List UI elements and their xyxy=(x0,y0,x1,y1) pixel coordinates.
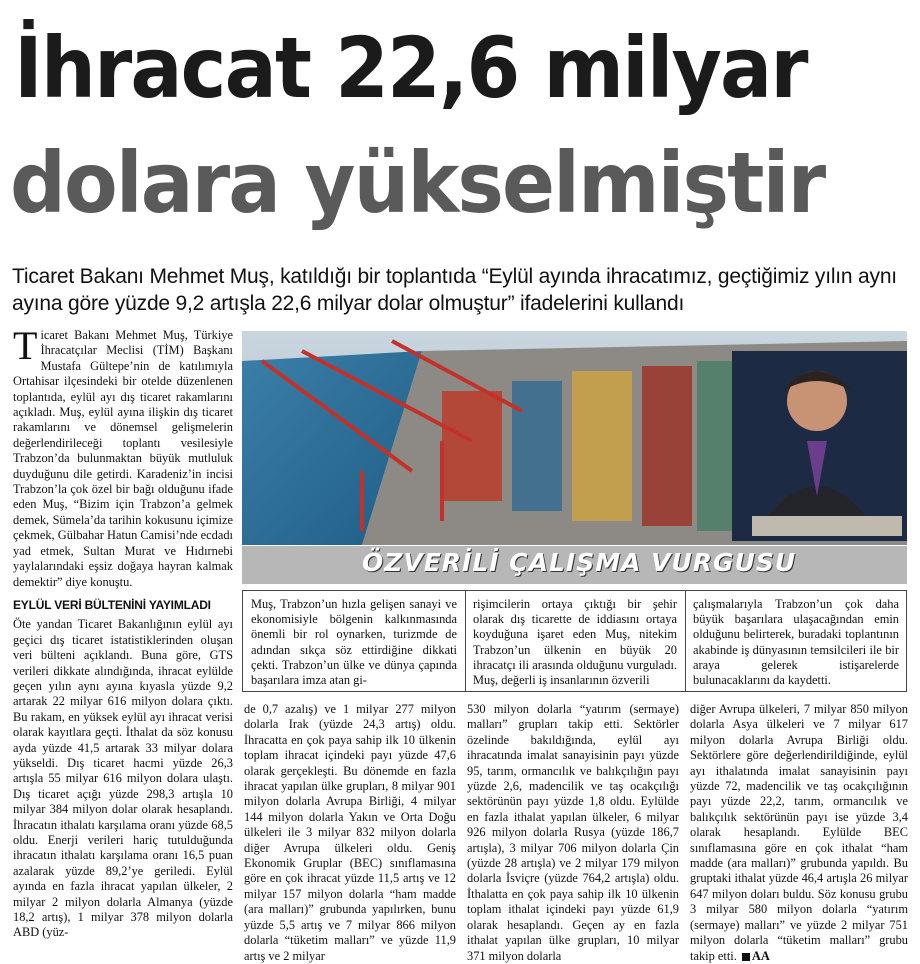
banner-title: ÖZVERİLİ ÇALIŞMA VURGUSU xyxy=(362,548,797,577)
panel-divider xyxy=(465,591,466,691)
headline-line-2: dolara yükselmiştir xyxy=(10,134,825,232)
column-4-text: diğer Avrupa ülkeleri, 7 milyar 850 milyon dolarla Asya ülkeleri ve 7 milyar 617 milyon dolarla Avrupa Birliği oldu. Sektörlere göre değerlendirildiğinde, eylül ayı ithalatında imalat sanayisinin payı yüzde 72, madencilik ve taş ocakçılığının payı yüzde 22,2, tarım, ormancılık ve balıkçılık sektörünün payı ise yüzde 3,4 olarak hesaplandı. Eylülde BEC sınıflamasına göre en çok ithalat “ham madde (ara malları)” grubunda yapıldı. Bu gruptaki ithalat yüzde 46,4 artışla 26 milyar 647 milyon doları buldu. Söz konusu grubu 3 milyar 580 milyon dolarla “yatırım (sermaye) malları” ve yüzde 2 milyar 751 milyon dolarla “tüketim malları” grubu takip etti. xyxy=(690,702,908,963)
panel-column-2: rişimcilerin ortaya çıktığı bir şehir olarak dış ticarette de iddiasını ortaya koyduğuna işaret eden Muş, nitekim Trabzon’un ülkenin en büyük 20 ihracatçı ili arasında olduğunu vurguladı. Muş, değerli iş insanlarının özverili xyxy=(473,597,677,688)
body-paragraph: Öte yandan Ticaret Bakanlığının eylül ayı geçici dış ticaret istatistiklerinden oluşan veri bülteni açıklandı. Buna göre, GTS verileri dikkate alındığında, ihracat eylülde geçen yılın aynı ayına kıyasla yüzde 9,2 artarak 22 milyar 616 milyon dolara çıktı. Bu rakam, en yüksek eylül ayı ihracat verisi olarak kayıtlara geçti. İthalat da söz konusu ayda yüzde 41,5 artarak 33 milyar dolara yükseldi. Dış ticaret hacmi yüzde 26,3 artışla 55 milyar 616 milyon dolara ulaştı. Dış ticaret açığı yüzde 298,3 artışla 10 milyar 384 milyon dolar olarak hesaplandı. İhracatın ithalatı karşılama oranı yüzde 68,5 oldu. Enerji verileri hariç tutulduğunda ihracatın ithalatı karşılama oranı 16,5 puan azalarak yüzde 89,2’ye geriledi. Eylül ayında en fazla ihracat yapılan ülkeler, 2 milyar 2 milyon dolarla Almanya (yüzde 18,2 artış), 1 milyar 378 milyon dolarla ABD (yüz- xyxy=(13,617,233,940)
intro-paragraph xyxy=(13,323,233,590)
article-column-2: de 0,7 azalış) ve 1 milyar 277 milyon dolarla Irak (yüzde 24,3 artış) oldu. İhracatta en çok paya sahip ilk 10 ülkenin toplam ihracat içindeki payı yüzde 47,6 olarak gerçekleşti. Bu dönemde en fazla ihracat yapılan ülke grupları, 8 milyar 901 milyon dolarla Avrupa Birliği, 4 milyar 144 milyon dolarla Yakın ve Orta Doğu ülkeleri ile 3 milyar 832 milyon dolarla diğer Avrupa ülkeleri oldu. Geniş Ekonomik Gruplar (BEC) sınıflamasına göre en çok ihracat yüzde 11,5 artış ve 12 milyar 157 milyon dolarla “ham madde (ara malları)” grubunda yapılırken, bunu yüzde 5,5 artış ve 7 milyar 866 milyon dolarla “tüketim malları” ve yüzde 11,9 artış ve 2 milyar xyxy=(244,702,456,963)
article-column-3: 530 milyon dolarla “yatırım (sermaye) malları” grupları takip etti. Sektörler özelinde bakıldığında, eylül ayı ihracatında imalat sanayisinin payı yüzde 95, tarım, ormancılık ve balıkçılığın payı yüzde 2,6, madencilik ve taş ocakçılığı sektörünün payı yüzde 1,8 oldu. Eylülde en fazla ithalat yapılan ülkeler, 6 milyar 926 milyon dolarla Rusya (yüzde 186,7 artışla), 3 milyar 706 milyon dolarla Çin (yüzde 28 artışla) ve 2 milyar 179 milyon dolarla İsviçre (yüzde 764,2 artışla) oldu. İthalatta en çok paya sahip ilk 10 ülkenin toplam ithalat içindeki payı yüzde 61,9 olarak hesaplandı. Geçen ay en fazla ithalat yapılan ülke grupları, 10 milyar 371 milyon dolarla xyxy=(467,702,679,963)
section-title: EYLÜL VERİ BÜLTENİNİ YAYIMLADI xyxy=(13,597,211,612)
article-column-4 xyxy=(690,702,908,964)
port-image xyxy=(242,331,907,545)
subheadline: Ticaret Bakanı Mehmet Muş, katıldığı bir toplantıda “Eylül ayında ihracatımız, geçtiğimiz yılın aynı ayına göre yüzde 9,2 artışla 22,6 milyar dolar olmuştur” ifadelerini kullandı xyxy=(12,265,897,315)
end-mark-icon xyxy=(742,953,750,961)
intro-text: icaret Bakanı Mehmet Muş, Türkiye İhracatçılar Meclisi (TİM) Başkanı Mustafa Gültepe’nin de katılımıyla Ortahisar ilçesindeki bir otelde düzenlenen toplantıda, eylül ayı dış ticaret rakamlarını açıkladı. Muş, eylül ayına ilişkin dış ticaret rakamlarını ve dönemsel gelişmelerin değerlendirileceği toplantı vesilesiyle Trabzon’da bulunmaktan büyük mutluluk duyduğunu dile getirdi. Karadeniz’in incisi Trabzon’la çok özel bir bağı olduğunu ifade eden Muş, “Bizim için Trabzon’a gelmek demek, Sümela’da tarihin kokusunu içimize çekmek, Gülbahar Hatun Camisi’nde ecdadı yad etmek, Sultan Murat ve Hıdırnebi yaylalarındaki eşsiz doğaya hayran kalmak demektir” diye konuştu. xyxy=(13,328,233,589)
panel-column-1: Muş, Trabzon’un hızla gelişen sanayi ve ekonomisiyle bölgenin kalkınmasında önemli bir rol oynarken, turizmde de adından sıkça söz ettirdiğine dikkati çekti. Trabzon’un ülke ve dünya çapında başarılara imza atan gi- xyxy=(251,597,457,688)
panel-column-3: çalışmalarıyla Trabzon’un çok daha büyük başarılara ulaşacağından emin olduğunu belirterek, buradaki toplantının akabinde iş dünyasının temsilcileri ile bir araya gelerek istişarelerde bulunacaklarını da kaydetti. xyxy=(693,597,899,688)
byline: AA xyxy=(751,948,770,963)
photo-caption-banner xyxy=(242,546,907,584)
headline-line-1: İhracat 22,6 milyar xyxy=(14,19,807,117)
news-photo xyxy=(242,331,907,545)
article-column-1 xyxy=(13,323,233,941)
highlight-panel xyxy=(242,590,907,692)
dropcap: T xyxy=(13,323,38,368)
panel-divider xyxy=(685,591,686,691)
